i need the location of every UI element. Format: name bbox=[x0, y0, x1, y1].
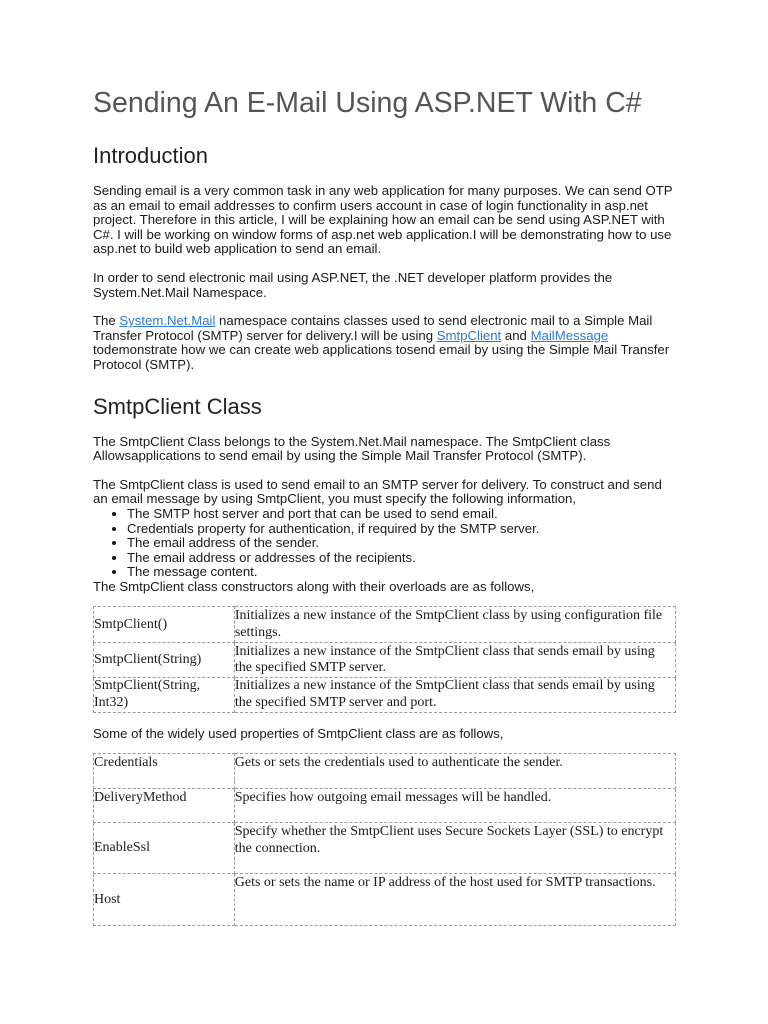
table-cell-name: SmtpClient(String, Int32) bbox=[94, 678, 235, 712]
table-row bbox=[94, 789, 676, 823]
table-row bbox=[94, 874, 676, 926]
table-cell-desc: Initializes a new instance of the SmtpClient class that sends email by using the specified SMTP server. bbox=[234, 643, 675, 678]
table-cell-desc: Gets or sets the credentials used to authenticate the sender. bbox=[234, 754, 675, 789]
table-cell-name: Host bbox=[94, 874, 235, 926]
intro-paragraph-3: The System.Net.Mail namespace contains classes used to send electronic mail to a Simple Mail Transfer Protocol (SMTP) server for delivery.I will be using SmtpClient and MailMessage todemonstrate how we can create web applications tosend email by using the Simple Mail Transfer Protocol (SMTP). bbox=[93, 313, 670, 372]
constructors-table bbox=[93, 606, 676, 712]
intro-paragraph-2: In order to send electronic mail using ASP.NET, the .NET developer platform provides the System.Net.Mail Namespace. bbox=[93, 269, 613, 300]
table-row bbox=[94, 643, 676, 678]
table-cell-name: Credentials bbox=[94, 754, 235, 789]
table-row bbox=[94, 607, 676, 643]
table-cell-name: DeliveryMethod bbox=[94, 789, 235, 823]
intro-heading: Introduction bbox=[93, 143, 208, 168]
list-item: • The email address of the sender. bbox=[127, 536, 678, 551]
smtpclient-paragraph-3: The SmtpClient class constructors along with their overloads are as follows, bbox=[93, 578, 535, 594]
list-item: • Credentials property for authentication, if required by the SMTP server. bbox=[127, 522, 678, 537]
requirements-list bbox=[93, 507, 678, 580]
list-item: • The SMTP host server and port that can be used to send email. bbox=[127, 507, 678, 522]
page-title: Sending An E-Mail Using ASP.NET With C# bbox=[93, 87, 642, 119]
table-cell-name: SmtpClient() bbox=[94, 607, 235, 643]
smtpclient-link[interactable]: SmtpClient bbox=[436, 327, 502, 343]
table-row bbox=[94, 754, 676, 789]
list-item: • The email address or addresses of the recipients. bbox=[127, 551, 678, 566]
table-cell-desc: Gets or sets the name or IP address of the host used for SMTP transactions. bbox=[234, 874, 675, 926]
article bbox=[93, 84, 678, 926]
table-row bbox=[94, 823, 676, 874]
smtpclient-paragraph-4: Some of the widely used properties of SmtpClient class are as follows, bbox=[93, 725, 504, 741]
list-item: • The message content. bbox=[127, 565, 678, 580]
system-net-mail-link[interactable]: System.Net.Mail bbox=[119, 313, 216, 329]
table-cell-desc: Initializes a new instance of the SmtpClient class by using configuration file settings. bbox=[234, 607, 675, 643]
smtpclient-heading: SmtpClient Class bbox=[93, 393, 262, 419]
properties-table bbox=[93, 753, 676, 926]
table-cell-desc: Specify whether the SmtpClient uses Secure Sockets Layer (SSL) to encrypt the connection. bbox=[234, 823, 675, 874]
table-row bbox=[94, 678, 676, 712]
mailmessage-link[interactable]: MailMessage bbox=[530, 327, 609, 343]
smtpclient-paragraph-1: The SmtpClient Class belongs to the System.Net.Mail namespace. The SmtpClient class Allowsapplications to send email by using the Simple Mail Transfer Protocol (SMTP). bbox=[93, 433, 611, 464]
table-cell-desc: Initializes a new instance of the SmtpClient class that sends email by using the specified SMTP server and port. bbox=[234, 678, 675, 712]
smtpclient-paragraph-2: The SmtpClient class is used to send email to an SMTP server for delivery. To construct and send an email message by using SmtpClient, you must specify the following information, bbox=[93, 476, 662, 507]
table-cell-name: SmtpClient(String) bbox=[94, 643, 235, 678]
table-cell-name: EnableSsl bbox=[94, 823, 235, 874]
intro-paragraph-1: Sending email is a very common task in any web application for many purposes. We can send OTP as an email to email addresses to confirm users account in case of login functionality in asp.net project. Therefore in this article, I will be explaining how an email can be send using ASP.NET with C#. I will be working on window forms of asp.net web application.I will be demonstrating how to use asp.net to build web application to send an email. bbox=[93, 183, 673, 257]
table-cell-desc: Specifies how outgoing email messages will be handled. bbox=[234, 789, 675, 823]
